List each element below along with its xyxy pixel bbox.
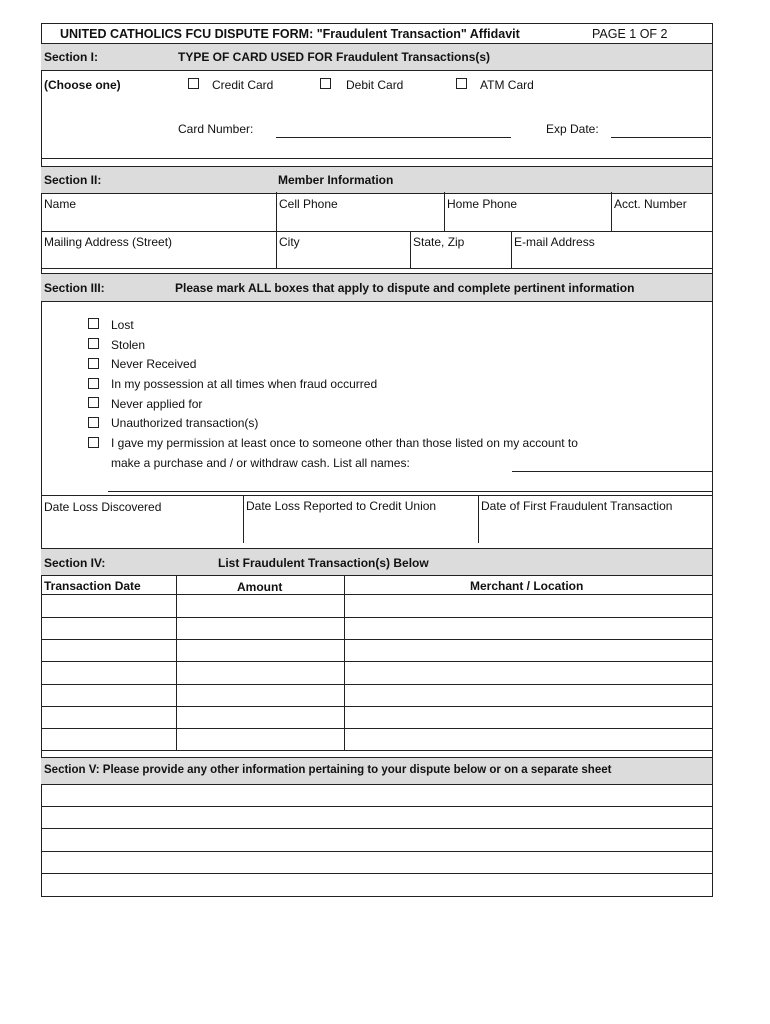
atm-card-label: ATM Card [480, 78, 534, 92]
lost-label: Lost [111, 318, 134, 332]
col-transaction-date: Transaction Date [44, 579, 141, 593]
divider [511, 231, 512, 269]
section-4-heading: List Fraudulent Transaction(s) Below [218, 556, 429, 570]
divider [176, 575, 177, 751]
in-possession-label: In my possession at all times when fraud occurred [111, 377, 378, 391]
form-title: UNITED CATHOLICS FCU DISPUTE FORM: "Fraudulent Transaction" Affidavit [60, 27, 520, 41]
in-possession-checkbox[interactable] [88, 378, 99, 389]
divider [611, 192, 612, 232]
divider [41, 268, 713, 269]
col-merchant: Merchant / Location [470, 579, 584, 593]
home-phone-field[interactable]: Home Phone [447, 197, 518, 211]
table-row [41, 617, 713, 618]
form-top-border [41, 23, 713, 24]
unauthorized-label: Unauthorized transaction(s) [111, 416, 259, 430]
divider [444, 192, 445, 232]
section-3-label: Section III: [44, 281, 105, 295]
unauthorized-checkbox[interactable] [88, 417, 99, 428]
state-zip-field[interactable]: State, Zip [413, 235, 465, 249]
form-bottom-border [41, 896, 713, 897]
section-5-heading: Section V: Please provide any other information pertaining to your dispute below or on a separate sheet [44, 764, 612, 776]
card-number-field[interactable] [276, 137, 511, 138]
card-number-label: Card Number: [178, 122, 254, 136]
permission-checkbox[interactable] [88, 437, 99, 448]
divider [276, 231, 277, 269]
divider [276, 192, 277, 232]
cell-phone-field[interactable]: Cell Phone [279, 197, 338, 211]
permission-label-continued: make a purchase and / or withdraw cash. List all names: [111, 456, 410, 470]
divider [344, 575, 345, 751]
date-first-fraud-field[interactable]: Date of First Fraudulent Transaction [481, 499, 673, 513]
page-indicator: PAGE 1 OF 2 [592, 27, 668, 41]
never-applied-label: Never applied for [111, 397, 203, 411]
names-field-line-2[interactable] [108, 491, 712, 492]
table-row [41, 661, 713, 662]
table-row [41, 750, 713, 751]
city-field[interactable]: City [279, 235, 300, 249]
divider [478, 495, 479, 543]
notes-line[interactable] [41, 828, 713, 829]
table-row [41, 706, 713, 707]
divider [243, 495, 244, 543]
permission-label: I gave my permission at least once to someone other than those listed on my account to [111, 436, 578, 450]
divider [41, 495, 713, 496]
debit-card-label: Debit Card [346, 78, 404, 92]
mailing-address-field[interactable]: Mailing Address (Street) [44, 235, 173, 249]
section-2-label: Section II: [44, 173, 102, 187]
debit-card-checkbox[interactable] [320, 78, 331, 89]
divider [41, 158, 713, 159]
credit-card-label: Credit Card [212, 78, 274, 92]
name-field[interactable]: Name [44, 197, 77, 211]
notes-line[interactable] [41, 851, 713, 852]
notes-line[interactable] [41, 873, 713, 874]
stolen-checkbox[interactable] [88, 338, 99, 349]
table-row [41, 594, 713, 595]
col-amount: Amount [237, 580, 283, 594]
section-3-heading: Please mark ALL boxes that apply to dispute and complete pertinent information [175, 281, 635, 295]
table-row [41, 639, 713, 640]
never-received-label: Never Received [111, 357, 197, 371]
section-2-heading: Member Information [278, 173, 394, 187]
section-1-label: Section I: [44, 50, 99, 64]
divider [41, 231, 713, 232]
exp-date-field[interactable] [611, 137, 711, 138]
notes-line[interactable] [41, 806, 713, 807]
table-row [41, 684, 713, 685]
section-4-label: Section IV: [44, 556, 106, 570]
date-loss-reported-field[interactable]: Date Loss Reported to Credit Union [246, 499, 437, 513]
never-received-checkbox[interactable] [88, 358, 99, 369]
stolen-label: Stolen [111, 338, 146, 352]
divider [410, 231, 411, 269]
account-number-field[interactable]: Acct. Number [614, 197, 687, 211]
exp-date-label: Exp Date: [546, 122, 599, 136]
atm-card-checkbox[interactable] [456, 78, 467, 89]
choose-one-label: (Choose one) [44, 78, 121, 92]
table-row [41, 728, 713, 729]
names-field[interactable] [512, 471, 712, 472]
credit-card-checkbox[interactable] [188, 78, 199, 89]
form-right-border [712, 23, 713, 897]
never-applied-checkbox[interactable] [88, 397, 99, 408]
date-loss-discovered-field[interactable]: Date Loss Discovered [44, 500, 162, 514]
lost-checkbox[interactable] [88, 318, 99, 329]
section-1-heading: TYPE OF CARD USED FOR Fraudulent Transactions(s) [178, 50, 491, 64]
email-field[interactable]: E-mail Address [514, 235, 595, 249]
